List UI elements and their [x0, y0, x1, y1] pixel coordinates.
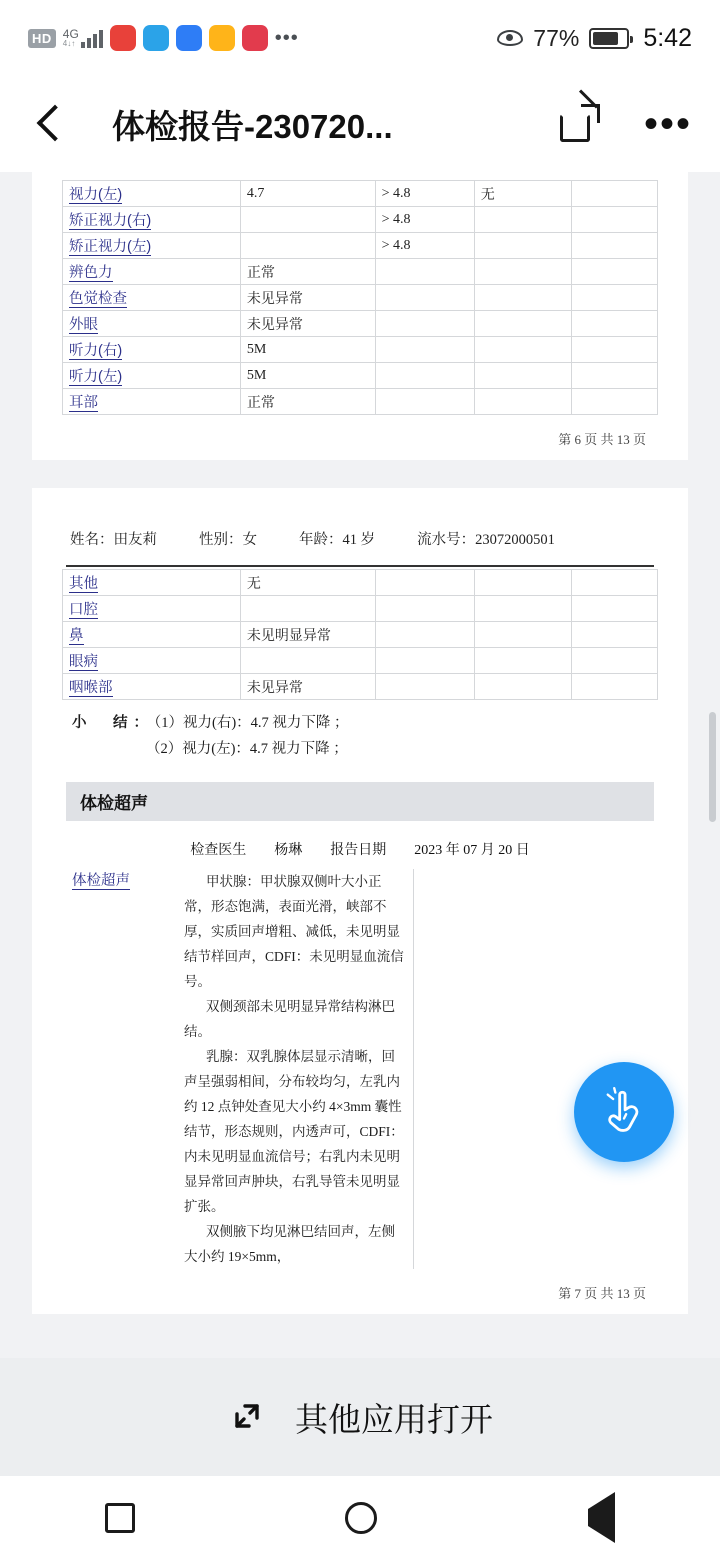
row-reference: [375, 363, 474, 389]
summary-line: （2）视力(左)：4.7 视力下降 ；: [146, 741, 348, 757]
exam-table-page6: [62, 180, 658, 415]
row-label: 体检超声: [72, 873, 130, 889]
back-arrow-icon[interactable]: [28, 102, 72, 146]
table-row: [63, 363, 658, 389]
row-extra: [571, 337, 657, 363]
row-note: [474, 570, 571, 596]
row-value: 正常: [240, 389, 375, 415]
row-label: 眼病: [69, 654, 98, 670]
ultrasound-paragraph: 双侧腋下均见淋巴结回声，左侧大小约 19×5mm，: [184, 1224, 395, 1264]
table-row: [63, 285, 658, 311]
row-extra: [571, 285, 657, 311]
ultrasound-paragraph: 甲状腺：甲状腺双侧叶大小正常，形态饱满，表面光滑，峡部不厚，实质回声增粗、减低，未见明显结节样回声，CDFI：未见明显血流信号。: [184, 874, 404, 989]
row-label: 矫正视力(左): [69, 239, 152, 255]
status-bar-right: [497, 24, 692, 53]
patient-name: 姓名：田友莉: [70, 532, 157, 548]
row-label: 矫正视力(右): [69, 213, 152, 229]
vertical-scrollbar[interactable]: [709, 712, 716, 822]
row-value: 未见明显异常: [240, 622, 375, 648]
row-value: 5M: [240, 363, 375, 389]
ultrasound-findings: [184, 869, 414, 1269]
row-extra: [571, 207, 657, 233]
row-extra: [571, 674, 657, 700]
back-nav-icon[interactable]: [588, 1509, 615, 1527]
eye-comfort-icon: [497, 30, 523, 46]
row-extra: [571, 259, 657, 285]
doctor-label: 检查医生: [190, 843, 247, 858]
battery-percent-label: 77%: [533, 24, 580, 51]
status-bar: [0, 0, 720, 76]
row-label: 色觉检查: [69, 291, 127, 307]
ultrasound-row-label-cell: [66, 869, 184, 1269]
row-reference: [375, 337, 474, 363]
row-note: [474, 311, 571, 337]
row-extra: [571, 389, 657, 415]
shop-icon: [242, 25, 268, 51]
row-label: 听力(左): [69, 369, 123, 385]
table-row: [63, 181, 658, 207]
row-note: [474, 207, 571, 233]
table-row: [63, 674, 658, 700]
doctor-name: 杨琳: [274, 843, 303, 858]
hd-icon: HD: [28, 29, 56, 48]
row-note: [474, 648, 571, 674]
row-value: 未见异常: [240, 285, 375, 311]
table-row: [63, 233, 658, 259]
row-reference: > 4.8: [375, 181, 474, 207]
row-reference: [375, 311, 474, 337]
network-indicator: [63, 28, 103, 48]
row-label: 外眼: [69, 317, 98, 333]
row-note: [474, 622, 571, 648]
expand-icon: [227, 1396, 269, 1438]
row-note: [474, 337, 571, 363]
row-label: 其他: [69, 576, 98, 592]
row-label: 咽喉部: [69, 680, 113, 696]
row-value: 未见异常: [240, 674, 375, 700]
row-note: [474, 596, 571, 622]
row-reference: > 4.8: [375, 207, 474, 233]
summary-key: 小 结：: [72, 715, 154, 731]
report-date: 2023 年 07 月 20 日: [414, 843, 530, 858]
divider: [66, 565, 654, 567]
table-row: [63, 389, 658, 415]
row-note: 无: [474, 181, 571, 207]
row-reference: [375, 648, 474, 674]
row-value: [240, 648, 375, 674]
row-note: [474, 259, 571, 285]
row-label: 耳部: [69, 395, 98, 411]
row-reference: [375, 259, 474, 285]
clock-label: 5:42: [643, 23, 692, 52]
row-reference: [375, 622, 474, 648]
document-page-7: [32, 488, 688, 1314]
network-type-label: 4G: [62, 27, 79, 41]
system-nav-bar: [0, 1476, 720, 1560]
row-label: 视力(左): [69, 187, 123, 203]
table-row: [63, 648, 658, 674]
table-row: [63, 311, 658, 337]
table-row: [63, 259, 658, 285]
home-icon[interactable]: [345, 1502, 377, 1534]
row-label: 辨色力: [69, 265, 113, 281]
row-value: 无: [240, 570, 375, 596]
row-extra: [571, 622, 657, 648]
row-reference: > 4.8: [375, 233, 474, 259]
row-reference: [375, 285, 474, 311]
row-note: [474, 389, 571, 415]
row-label: 鼻: [69, 628, 84, 644]
page-footer: 第 6 页 共 13 页: [558, 432, 646, 447]
row-extra: [571, 311, 657, 337]
table-row: [63, 596, 658, 622]
summary-line: （1）视力(右)：4.7 视力下降 ；: [154, 715, 349, 731]
row-extra: [571, 363, 657, 389]
page-footer: 第 7 页 共 13 页: [558, 1286, 646, 1301]
title-bar: [0, 76, 720, 172]
notes-icon: [209, 25, 235, 51]
ultrasound-content: [62, 869, 658, 1269]
table-row: [63, 570, 658, 596]
row-value: [240, 233, 375, 259]
row-extra: [571, 596, 657, 622]
signal-bars-icon: [81, 28, 103, 48]
row-value: [240, 207, 375, 233]
report-date-label: 报告日期: [330, 843, 387, 858]
patient-serial: 流水号：23072000501: [417, 532, 555, 548]
wechat-icon: [110, 25, 136, 51]
telegram-icon: [176, 25, 202, 51]
row-note: [474, 233, 571, 259]
row-value: 正常: [240, 259, 375, 285]
tap-hand-fab-button[interactable]: [574, 1062, 674, 1162]
row-extra: [571, 181, 657, 207]
tap-hand-icon: [598, 1086, 650, 1138]
row-extra: [571, 648, 657, 674]
more-icon: •••: [274, 27, 299, 49]
patient-info: [62, 488, 658, 565]
network-arrows-icon: 4↓↑: [62, 39, 76, 48]
row-value: 未见异常: [240, 311, 375, 337]
weather-icon: [143, 25, 169, 51]
summary-block: [62, 700, 658, 764]
row-extra: [571, 233, 657, 259]
share-icon[interactable]: [560, 104, 600, 144]
recent-apps-icon[interactable]: [105, 1503, 135, 1533]
ultrasound-paragraph: 乳腺：双乳腺体层显示清晰，回声呈强弱相间，分布较均匀，左乳内约 12 点钟处查见大小约 4×3mm 囊性结节，形态规则，内透声可，CDFI：内未见明显血流信号；右乳内未见明显异常回声肿块，右乳导管未见明显扩张。: [184, 1049, 404, 1214]
patient-gender: 性别：女: [199, 532, 257, 548]
row-label: 听力(右): [69, 343, 123, 359]
document-viewer[interactable]: [0, 172, 720, 1358]
more-options-icon[interactable]: •••: [643, 102, 692, 146]
row-reference: [375, 674, 474, 700]
row-value: 5M: [240, 337, 375, 363]
row-note: [474, 363, 571, 389]
table-row: [63, 207, 658, 233]
page-title: 体检报告-230720...: [112, 107, 393, 145]
table-row: [63, 622, 658, 648]
ultrasound-meta: [62, 821, 658, 869]
row-reference: [375, 570, 474, 596]
document-page-6: [32, 172, 688, 460]
section-title-ultrasound: 体检超声: [66, 782, 654, 821]
row-extra: [571, 570, 657, 596]
row-value: 4.7: [240, 181, 375, 207]
open-with-label: 其他应用打开: [295, 1400, 493, 1438]
row-reference: [375, 389, 474, 415]
table-row: [63, 337, 658, 363]
ultrasound-paragraph: 双侧颈部未见明显异常结构淋巴结。: [184, 999, 395, 1039]
open-with-bar[interactable]: [0, 1358, 720, 1476]
battery-icon: [589, 28, 629, 49]
row-note: [474, 674, 571, 700]
exam-table-page7: [62, 569, 658, 700]
patient-age: 年龄：41 岁: [299, 532, 376, 548]
row-value: [240, 596, 375, 622]
row-reference: [375, 596, 474, 622]
status-bar-left: [28, 25, 299, 51]
row-note: [474, 285, 571, 311]
row-label: 口腔: [69, 602, 98, 618]
